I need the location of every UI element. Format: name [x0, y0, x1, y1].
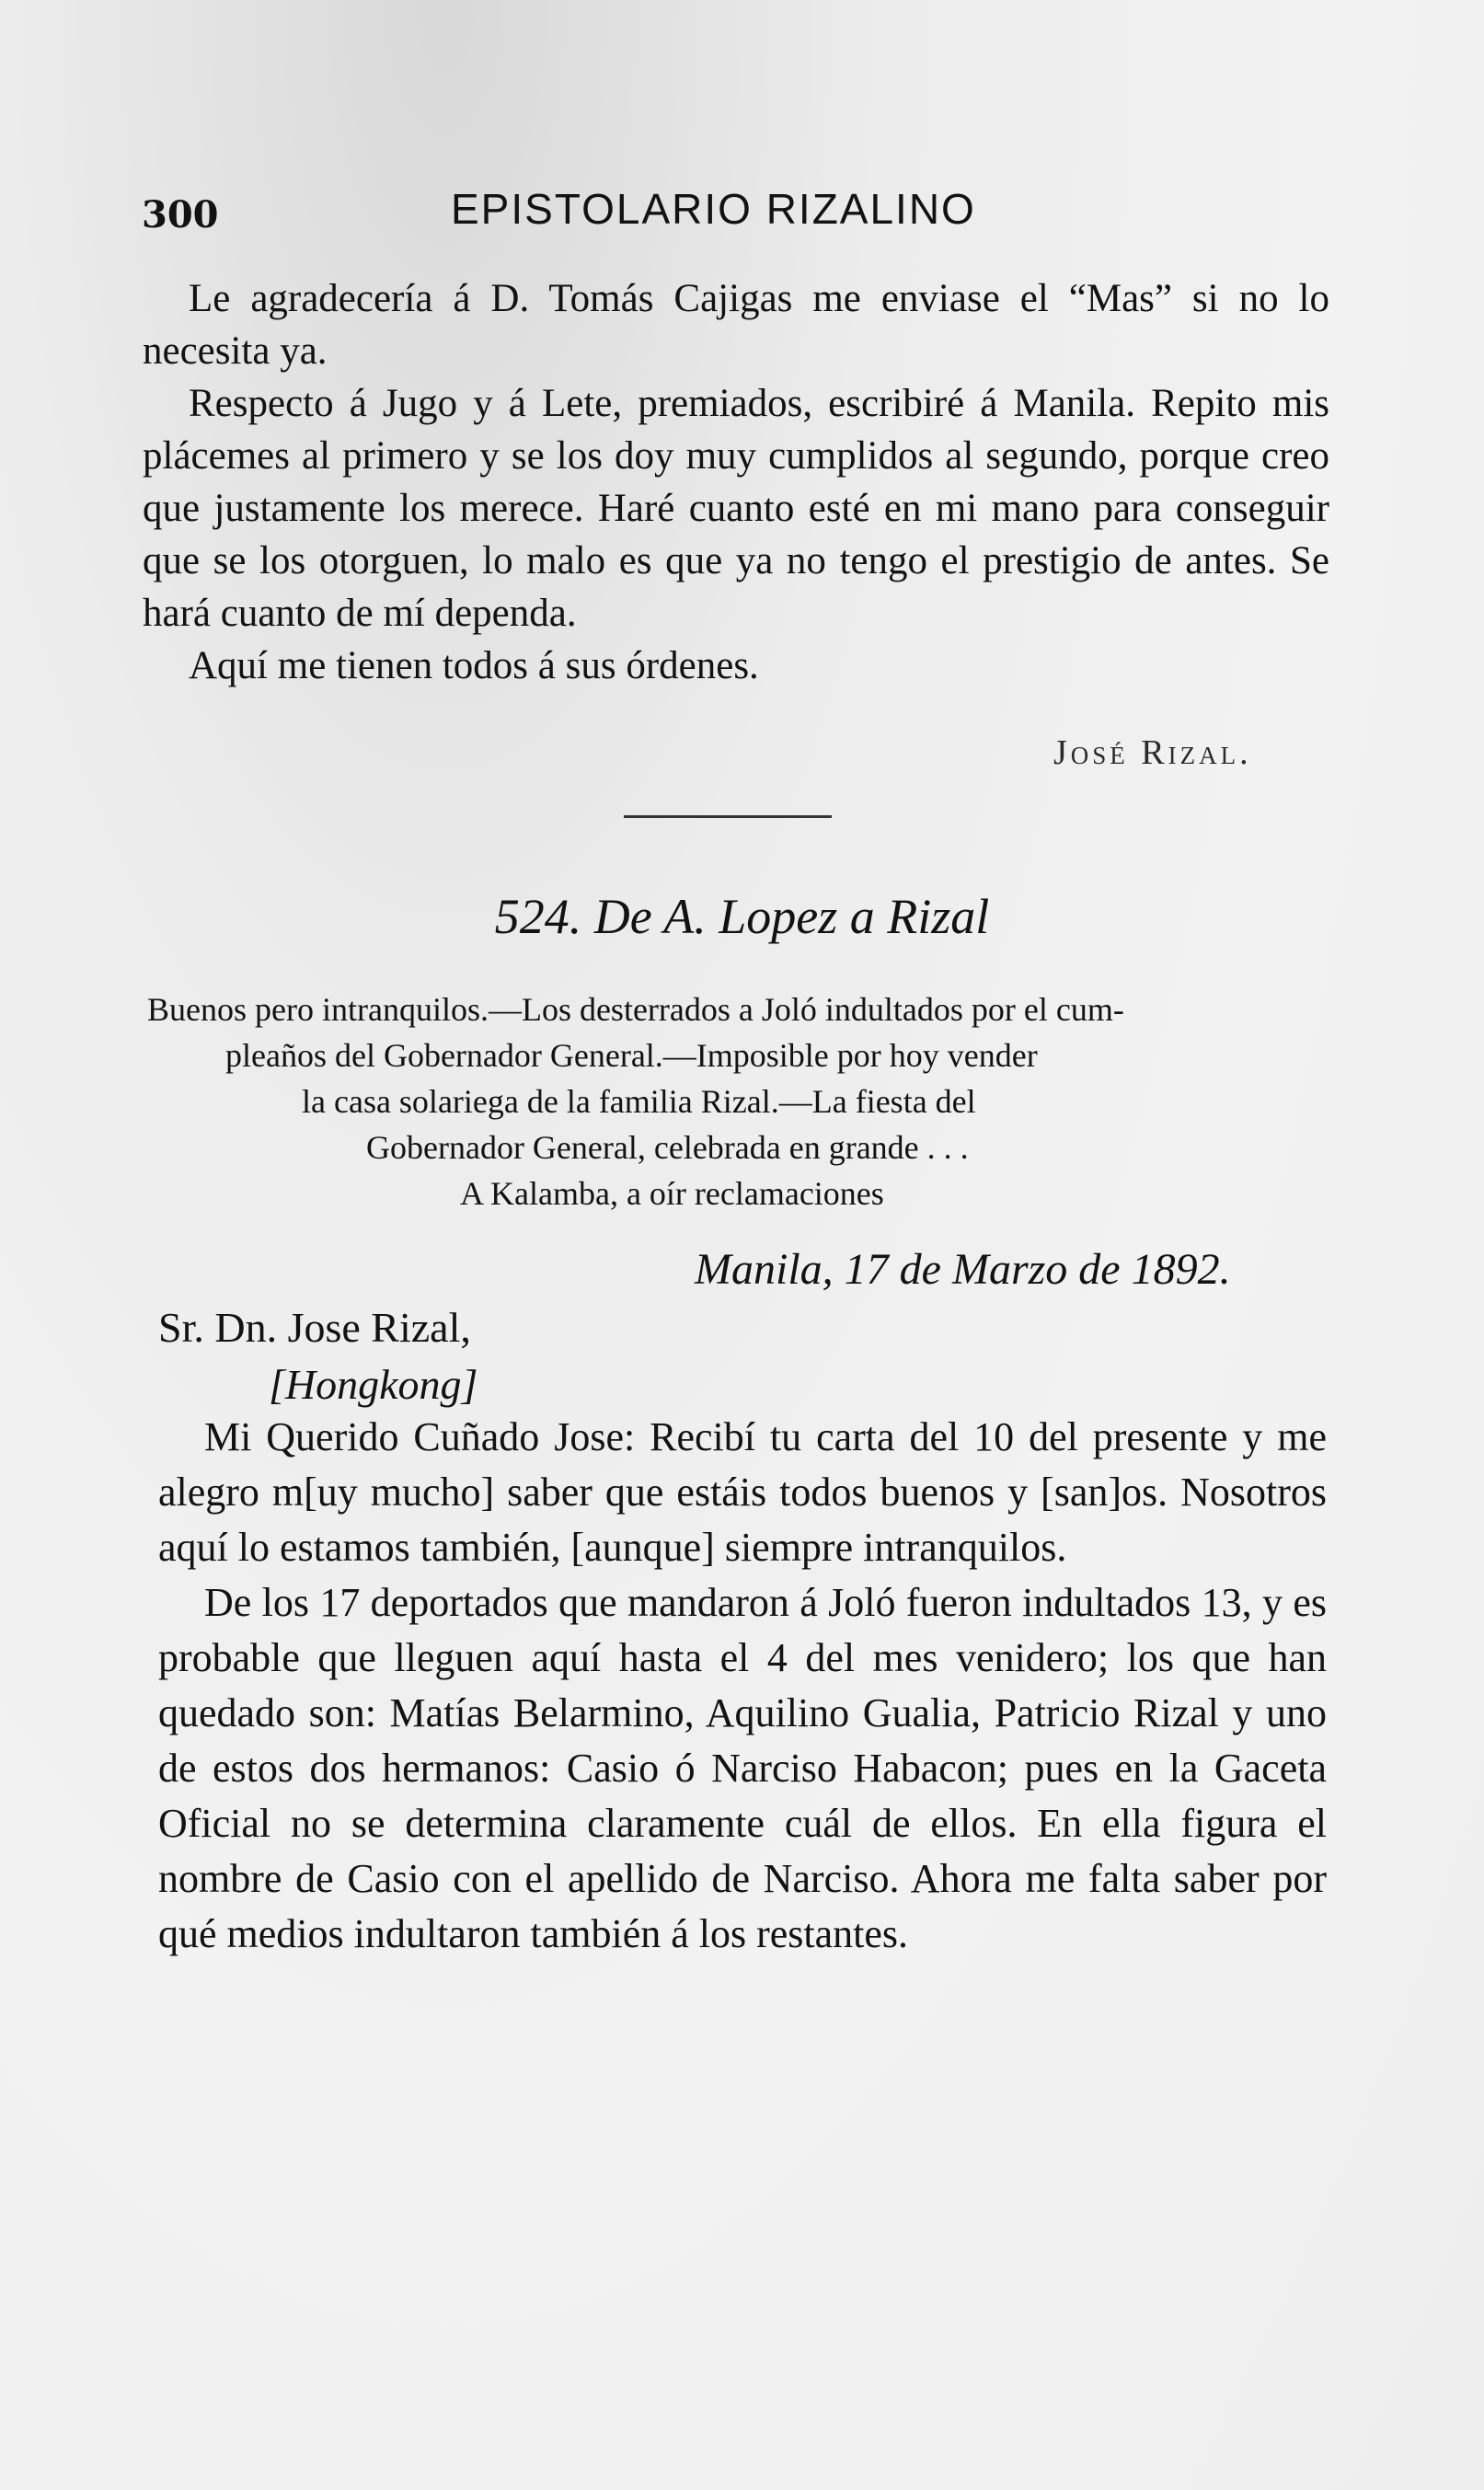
paragraph: De los 17 deportados que mandaron á Joló fueron indultados 13, y es probable que lleguen aquí hasta el 4 del mes venidero; los que han quedado son: Matías Belarmino, Aquilino Gualia, Patricio Rizal y uno de estos dos hermanos: Casio ó Narciso Habacon; pues en la Gaceta Oficial no se determina claramente cuál de ellos. En ella figura el nombre de Casio con el apellido de Narciso. Ahora me falta saber por qué medios indultaron también á los restantes. [158, 1580, 1327, 1956]
letter-title: 524. De A. Lopez a Rizal [494, 889, 990, 944]
addressee-block [158, 1299, 477, 1413]
addressee-place: [Hongkong] [269, 1361, 478, 1408]
running-title: EPISTOLARIO RIZALINO [451, 185, 976, 233]
summary-line: Gobernador General, celebrada en grande . . . [366, 1129, 969, 1166]
summary-line: Buenos pero intranquilos.—Los desterrados a Joló indultados por el cum- [147, 991, 1124, 1028]
letter-summary [147, 986, 1270, 1216]
summary-line: A Kalamba, a oír reclamaciones [460, 1175, 884, 1212]
paragraph: Respecto á Jugo y á Lete, premiados, escribiré á Manila. Repito mis plácemes al primero y se los doy muy cumplidos al segundo, porque creo que justamente los merece. Haré cuanto esté en mi mano para conseguir que se los otorguen, lo malo es que ya no tengo el prestigio de antes. Se hará cuanto de mí dependa. [143, 382, 1329, 635]
letter-body [158, 1410, 1327, 1962]
signature: José Rizal. [1053, 733, 1252, 772]
page-header [138, 180, 1352, 245]
previous-letter-body [143, 272, 1329, 692]
paragraph: Le agradecería á D. Tomás Cajigas me enviase el “Mas” si no lo necesita ya. [143, 277, 1329, 373]
paragraph: Mi Querido Cuñado Jose: Recibí tu carta del 10 del presente y me alegro m[uy mucho] saber que estáis todos buenos y [san]os. Nosotros aquí lo estamos también, [aunque] siempre intranquilos. [158, 1414, 1327, 1570]
page-number: 300 [142, 193, 219, 236]
summary-line: pleaños del Gobernador General.—Imposible por hoy vender [225, 1037, 1038, 1074]
dateline: Manila, 17 de Marzo de 1892. [695, 1245, 1231, 1294]
addressee: Sr. Dn. Jose Rizal, [158, 1304, 471, 1351]
summary-line: la casa solariega de la familia Rizal.—La fiesta del [302, 1083, 976, 1120]
paragraph: Aquí me tienen todos á sus órdenes. [189, 644, 759, 687]
section-divider [624, 815, 832, 818]
